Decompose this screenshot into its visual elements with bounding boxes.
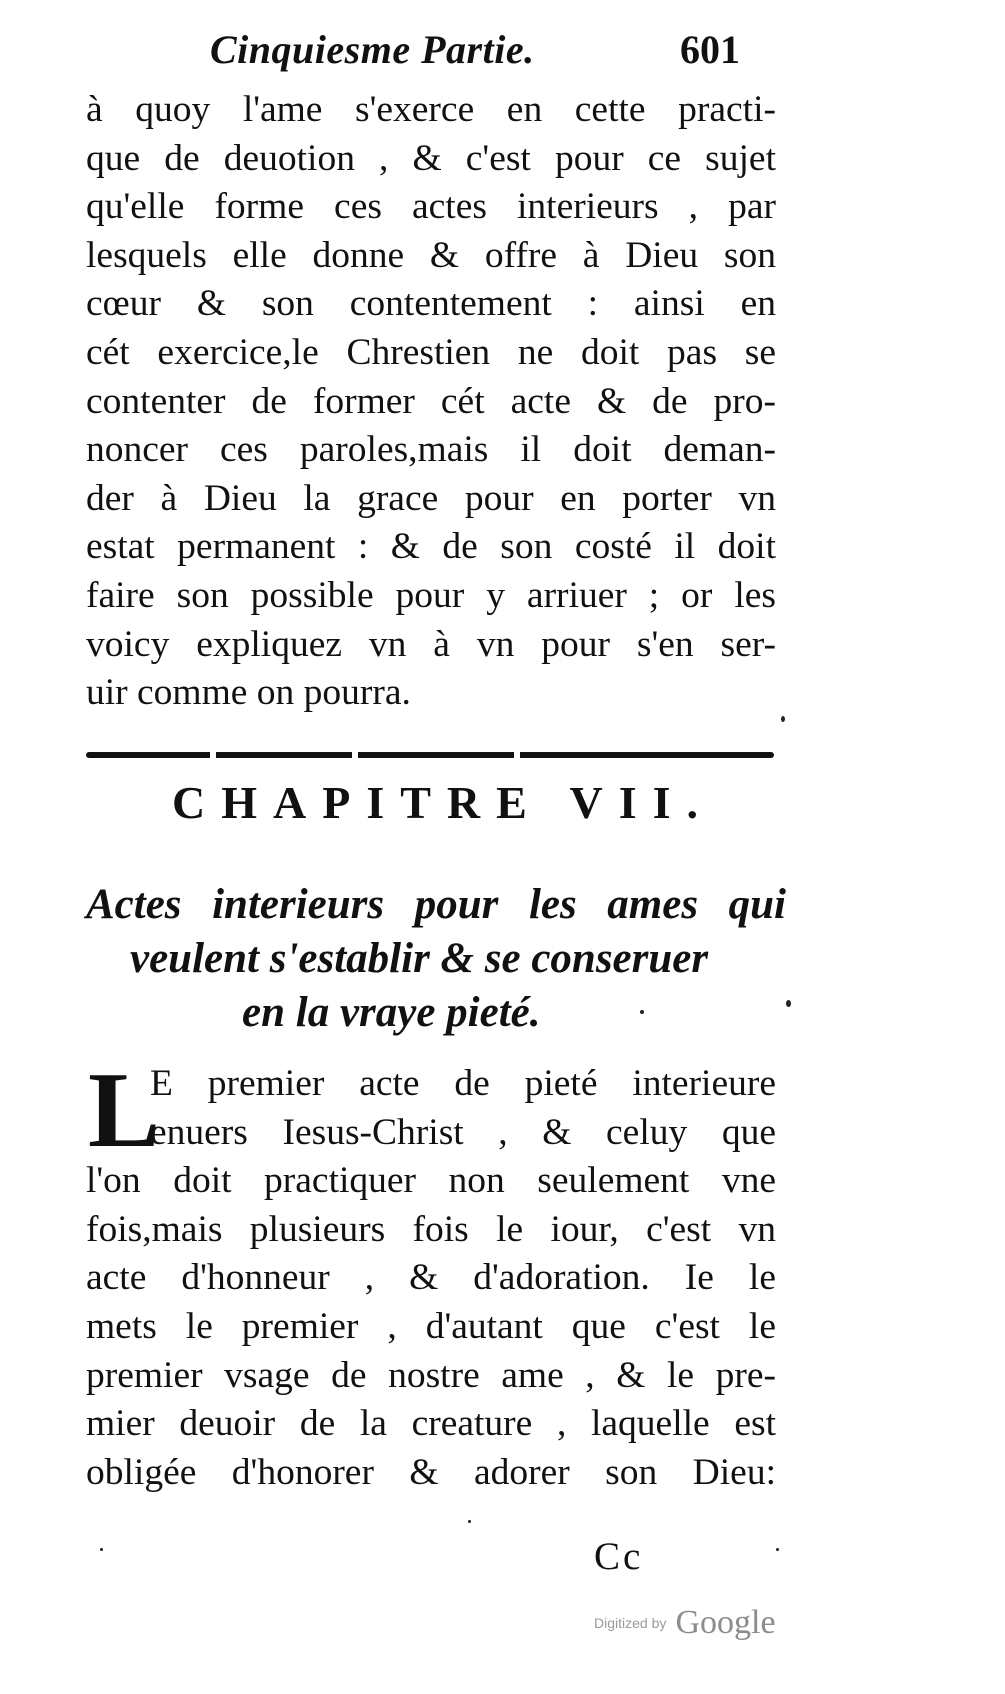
text-line: lesquels elle donne & offre à Dieu son	[86, 234, 776, 276]
scan-speck	[781, 716, 785, 722]
body-paragraph	[86, 1051, 776, 1497]
text-line: noncer ces paroles,mais il doit deman-	[86, 429, 776, 471]
text-line: uir comme on pourra.	[86, 672, 411, 714]
scan-speck	[100, 1548, 103, 1551]
google-logo: Google	[675, 1604, 776, 1641]
scan-speck	[786, 1000, 791, 1007]
scan-speck	[776, 1548, 779, 1551]
text-line: der à Dieu la grace pour en porter vn	[86, 477, 776, 519]
digitized-watermark	[594, 1604, 776, 1642]
text-line: estat permanent : & de son costé il doit	[86, 526, 776, 568]
scan-speck	[640, 1010, 644, 1014]
text-line: enuers Iesus-Christ , & celuy que	[150, 1111, 776, 1153]
catchword: Cc	[594, 1535, 644, 1578]
text-line: voicy expliquez vn à vn pour s'en ser-	[86, 623, 776, 665]
text-line: faire son possible pour y arriuer ; or les	[86, 574, 776, 616]
text-line: que de deuotion , & c'est pour ce sujet	[86, 137, 776, 179]
text-line: cœur & son contentement : ainsi en	[86, 283, 776, 325]
chapter-heading: CHAPITRE VII.	[172, 777, 714, 828]
text-line: l'on doit practiquer non seulement vne	[86, 1160, 776, 1202]
text-line: E premier acte de pieté interieure	[150, 1063, 776, 1104]
text-line: obligée d'honorer & adorer son Dieu:	[86, 1451, 776, 1493]
rule-gap	[514, 752, 520, 758]
text-line: fois,mais plusieurs fois le iour, c'est vn	[86, 1208, 776, 1250]
text-line: qu'elle forme ces actes interieurs , par	[86, 186, 776, 228]
text-line: contenter de former cét acte & de pro-	[86, 380, 776, 422]
scan-speck	[468, 1520, 471, 1523]
text-line: mier deuoir de la creature , laquelle est	[86, 1403, 776, 1445]
chapter-title	[86, 878, 786, 1040]
text-line: cét exercice,le Chrestien ne doit pas se	[86, 331, 776, 373]
text-line: premier vsage de nostre ame , & le pre-	[86, 1354, 776, 1396]
digitized-label: Digitized by	[594, 1615, 667, 1631]
drop-cap: L	[88, 1051, 161, 1170]
chapter-title-line: veulent s'establir & se conseruer	[130, 935, 709, 982]
top-paragraph	[86, 86, 776, 718]
running-title: Cinquiesme Partie.	[210, 27, 535, 72]
chapter-title-line: en la vraye pieté.	[242, 989, 541, 1036]
chapter-title-line: Actes interieurs pour les ames qui	[86, 881, 786, 928]
text-line: mets le premier , d'autant que c'est le	[86, 1305, 776, 1347]
section-rule	[86, 752, 774, 758]
rule-gap	[210, 752, 216, 758]
rule-gap	[352, 752, 358, 758]
page-number: 601	[680, 27, 740, 72]
text-line: à quoy l'ame s'exerce en cette practi-	[86, 89, 776, 130]
text-line: acte d'honneur , & d'adoration. Ie le	[86, 1257, 776, 1299]
